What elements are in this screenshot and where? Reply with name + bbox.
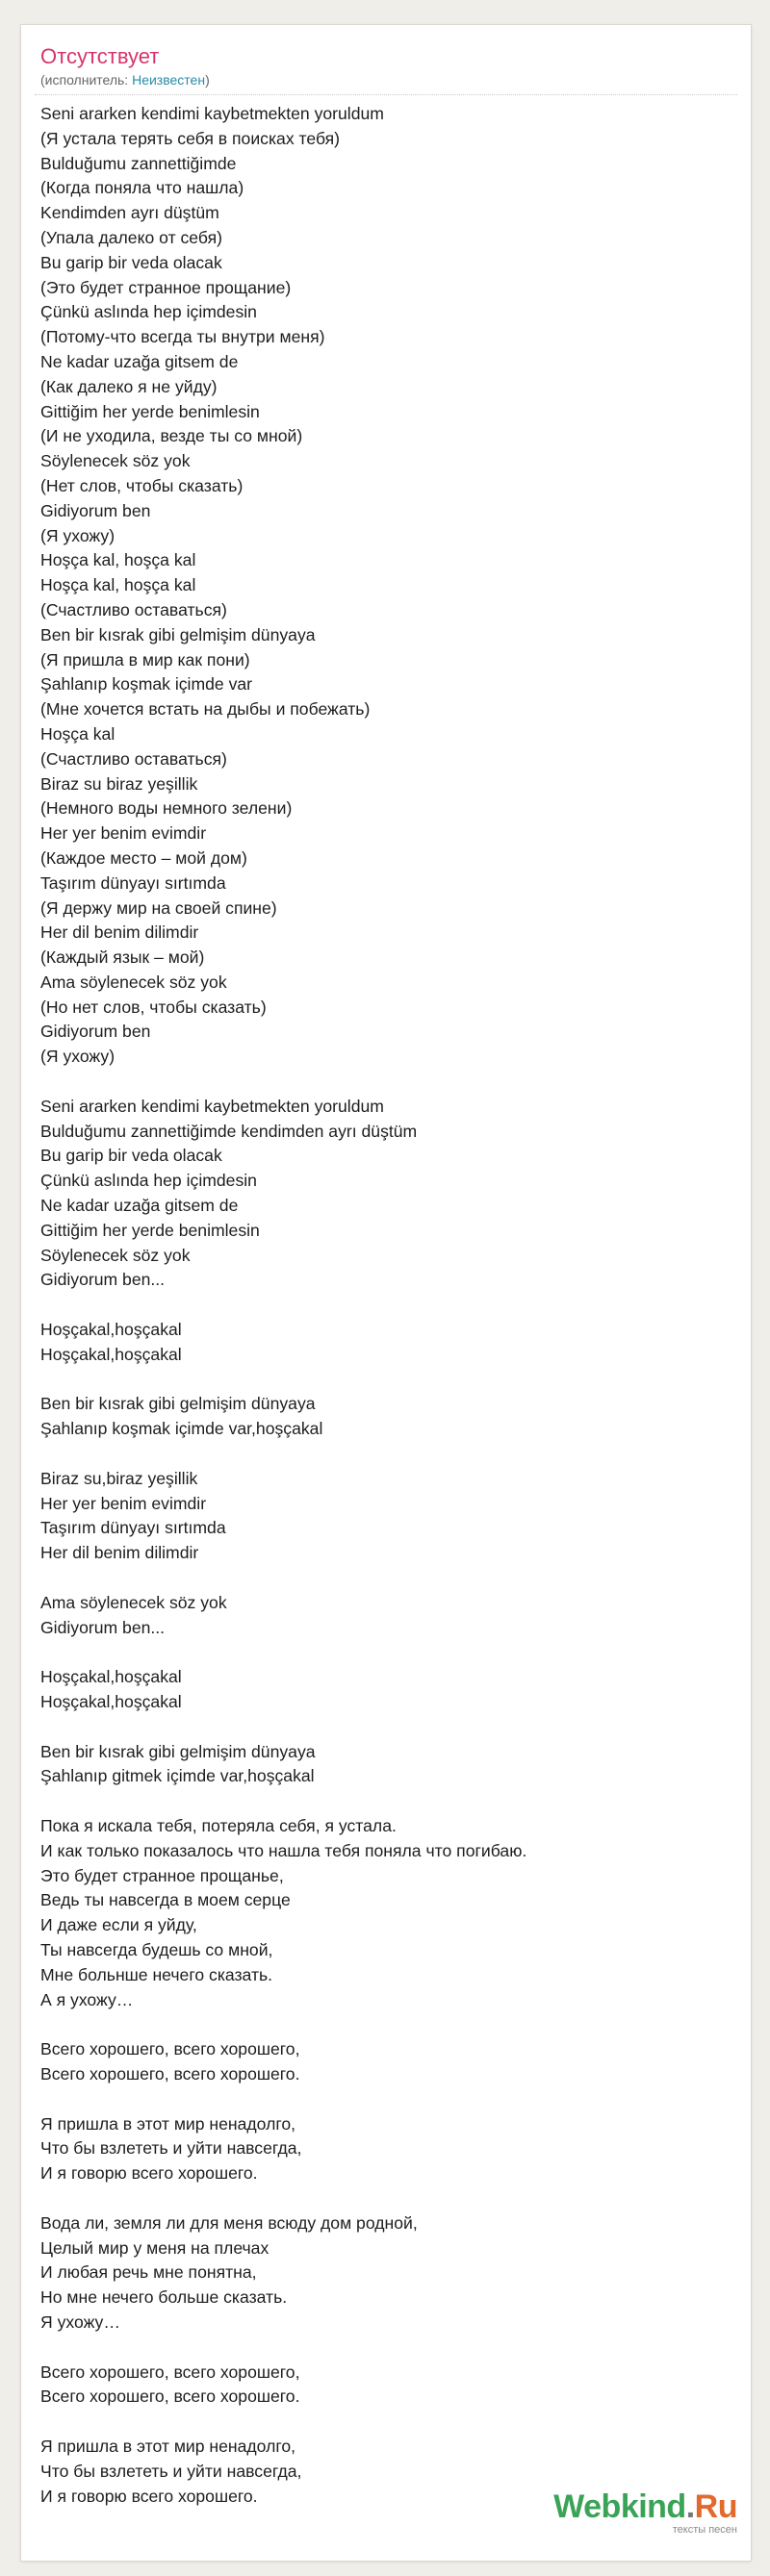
lyric-line: Но мне нечего больше сказать. [40,2287,288,2308]
lyric-line: Ты навсегда будешь со мной, [40,1939,273,1959]
lyric-line: Her dil benim dilimdir [40,1543,199,1563]
lyric-line: (Я ухожу) [40,525,116,545]
lyric-line: (Упала далеко от себя) [40,227,222,247]
lyric-line: И я говорю всего хорошего. [40,2486,258,2506]
lyric-line: Hoşçakal,hoşçakal [40,1692,182,1711]
lyric-line: Всего хорошего, всего хорошего. [40,2063,300,2084]
lyric-line: Я ухожу… [40,2311,120,2332]
lyric-line: Я пришла в этот мир ненадолго, [40,2113,296,2134]
lyric-line: Her dil benim dilimdir [40,922,199,943]
lyric-line: Bu garip bir veda olacak [40,1146,222,1166]
lyric-line: Çünkü aslında hep içimdesin [40,1171,257,1191]
lyric-line: Taşırım dünyayı sırtımda [40,1518,226,1538]
lyric-line: Вода ли, земля ли для меня всюду дом родной, [40,2212,418,2233]
lyric-line [40,2336,743,2361]
lyric-line: Ama söylenecek söz yok [40,972,227,992]
lyric-line: (Я устала терять себя в поисках тебя) [40,128,341,148]
lyric-line: Gidiyorum ben [40,500,151,520]
lyric-line [40,1070,743,1095]
song-title: Отсутствует [40,44,160,68]
lyric-line: Çünkü aslında hep içimdesin [40,302,257,322]
lyric-line: Şahlanıp koşmak içimde var [40,674,253,695]
lyric-line [40,1789,743,1814]
lyric-line [40,1368,743,1393]
artist-link[interactable]: Неизвестен [132,72,206,88]
lyric-line: (Это будет странное прощание) [40,277,292,297]
lyric-line: И я говорю всего хорошего. [40,2163,258,2184]
lyric-line: Hoşçakal,hoşçakal [40,1344,182,1364]
lyric-line: Gidiyorum ben... [40,1617,166,1637]
lyric-line: А я ухожу… [40,1989,134,2009]
artist-prefix: (исполнитель: [40,72,133,88]
logo-web-text: Web [553,2488,621,2525]
lyric-line [40,2410,743,2435]
lyric-line: Ведь ты навсегда в моем серце [40,1890,291,1910]
lyric-line: Целый мир у меня на плечах [40,2237,270,2258]
lyric-line: Gittiğim her yerde benimlesin [40,401,260,421]
lyric-line: Hoşça kal, hoşça kal [40,550,196,570]
lyric-line: (Немного воды немного зелени) [40,798,293,819]
lyric-line: Her yer benim evimdir [40,1493,207,1513]
lyric-line [40,1715,743,1740]
lyric-line: Я пришла в этот мир ненадолго, [40,2436,296,2456]
lyric-line: (Нет слов, чтобы сказать) [40,475,244,495]
lyric-line: (Счастливо оставаться) [40,748,227,769]
lyric-line: (Когда поняла что нашла) [40,178,244,198]
logo-kind-text: kind [620,2488,686,2525]
lyric-line [40,2186,743,2211]
lyric-line: (Мне хочется встать на дыбы и побежать) [40,699,371,720]
lyric-line: (Каждое место – мой дом) [40,847,247,868]
lyric-line: Taşırım dünyayı sırtımda [40,872,226,893]
lyric-line: Biraz su,biraz yeşillik [40,1468,198,1488]
lyrics-text [40,102,743,2509]
artist-line [40,71,210,88]
lyric-line: Gittiğim her yerde benimlesin [40,1220,260,1240]
lyric-line: Bulduğumu zannettiğimde [40,153,237,173]
lyric-line: Biraz su biraz yeşillik [40,773,198,794]
lyric-line: Ben bir kısrak gibi gelmişim dünyaya [40,1741,316,1761]
lyric-line [40,1442,743,1467]
lyrics-card [21,25,751,2561]
logo-ru-text: Ru [694,2488,737,2525]
lyric-line: Всего хорошего, всего хорошего. [40,2387,300,2407]
lyric-line: Hoşça kal [40,723,116,744]
lyric-line [40,1293,743,1318]
lyric-line: Ne kadar uzağa gitsem de [40,1196,239,1216]
lyric-line: (Потому-что всегда ты внутри меня) [40,327,325,347]
lyric-line: Всего хорошего, всего хорошего, [40,2039,300,2059]
lyric-line: Ne kadar uzağa gitsem de [40,351,239,371]
site-logo[interactable] [553,2489,737,2536]
lyric-line: Her yer benim evimdir [40,823,207,844]
lyric-line: Gidiyorum ben [40,1022,151,1042]
lyric-line: Seni ararken kendimi kaybetmekten yoruldum [40,104,384,123]
lyric-line: (И не уходила, везде ты со мной) [40,426,303,446]
lyric-line [40,1566,743,1591]
lyric-line [40,2012,743,2037]
lyric-line: (Каждый язык – мой) [40,947,205,968]
lyric-line: (Счастливо оставаться) [40,599,227,619]
lyric-line: Это будет странное прощанье, [40,1865,284,1885]
artist-suffix: ) [205,72,210,88]
lyric-line: Bulduğumu zannettiğimde kendimden ayrı düştüm [40,1121,418,1141]
lyric-line: (Я пришла в мир как пони) [40,649,250,669]
lyric-line: Ben bir kısrak gibi gelmişim dünyaya [40,1394,316,1414]
lyric-line: (Но нет слов, чтобы сказать) [40,997,267,1017]
lyric-line: Hoşçakal,hoşçakal [40,1667,182,1687]
lyric-line: Söylenecek söz yok [40,1245,191,1265]
lyric-line [40,2087,743,2112]
lyric-line: Söylenecek söz yok [40,451,191,471]
logo-dot-text: . [685,2488,695,2525]
header-divider [35,94,737,95]
lyric-line: Hoşça kal, hoşça kal [40,575,196,595]
lyric-line: Ama söylenecek söz yok [40,1592,227,1612]
lyric-line: (Как далеко я не уйду) [40,376,218,396]
lyric-line: Hoşçakal,hoşçakal [40,1320,182,1340]
lyric-line: Мне больнше нечего сказать. [40,1964,273,1984]
lyric-line: (Я держу мир на своей спине) [40,897,277,918]
lyric-line: Ben bir kısrak gibi gelmişim dünyaya [40,624,316,644]
lyric-line: Seni ararken kendimi kaybetmekten yoruldum [40,1096,384,1116]
lyric-line: Что бы взлететь и уйти навсегда, [40,2461,302,2481]
lyric-line: Bu garip bir veda olacak [40,252,222,272]
lyric-line: (Я ухожу) [40,1047,116,1067]
lyric-line: И как только показалось что нашла тебя поняла что погибаю. [40,1840,527,1860]
lyric-line: И даже если я уйду, [40,1915,197,1935]
lyric-line: Что бы взлететь и уйти навсегда, [40,2138,302,2159]
lyric-line: Şahlanıp koşmak içimde var,hoşçakal [40,1419,323,1439]
lyric-line: Şahlanıp gitmek içimde var,hoşçakal [40,1766,315,1786]
lyric-line: Kendimden ayrı düştüm [40,203,219,223]
lyric-line: Всего хорошего, всего хорошего, [40,2361,300,2382]
lyric-line: Пока я искала тебя, потеряла себя, я устала. [40,1815,397,1835]
logo-wordmark [553,2489,737,2524]
logo-tagline: тексты песен [672,2524,737,2536]
lyric-line: Gidiyorum ben... [40,1270,166,1290]
lyric-line [40,1640,743,1665]
lyric-line: И любая речь мне понятна, [40,2262,257,2283]
